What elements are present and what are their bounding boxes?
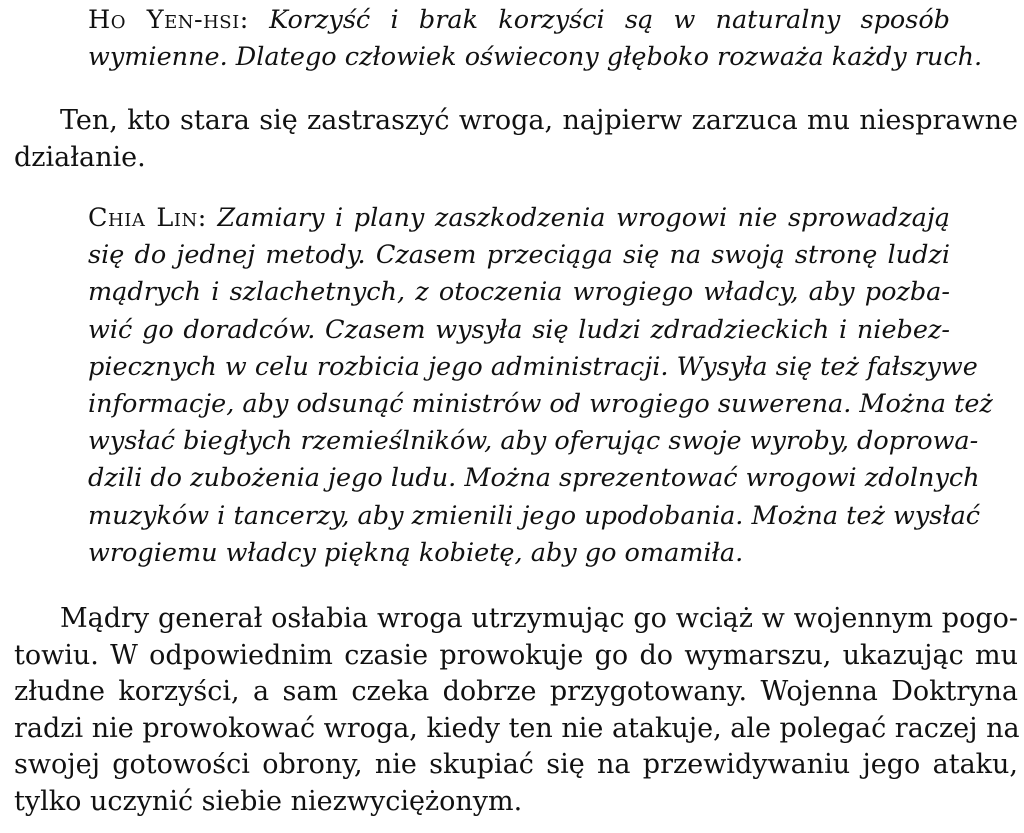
commentary-line: mądrych i szlachetnych, z otoczenia wrogiego władcy, aby pozba- bbox=[88, 277, 950, 308]
paragraph-line: Mądry generał osłabia wroga utrzymując go wciąż w wojennym pogo- bbox=[60, 603, 1018, 634]
commentary-ho-yen-hsi bbox=[88, 2, 983, 76]
paragraph-line: Ten, kto stara się zastraszyć wroga, najpierw zarzuca mu niesprawne bbox=[60, 105, 1018, 136]
paragraph-line: radzi nie prowokować wroga, kiedy ten nie atakuje, ale polegać raczej na bbox=[14, 712, 1020, 744]
commentary-line: piecznych w celu rozbicia jego administracji. Wysyła się też fałszywe bbox=[88, 351, 978, 382]
commentary-line bbox=[88, 2, 950, 39]
commentary-line: się do jednej metody. Czasem przeciąga się na swoją stronę ludzi bbox=[88, 240, 950, 271]
commentary-line: wymienne. Dlatego człowiek oświecony głęboko rozważa każdy ruch. bbox=[88, 42, 983, 73]
paragraph-line: tylko uczynić siebie niezwyciężonym. bbox=[14, 785, 523, 817]
commentary-chia-lin bbox=[88, 200, 993, 572]
paragraph-line: towiu. W odpowiednim czasie prowokuje go do wymarszu, ukazując mu bbox=[14, 639, 1018, 671]
commentary-line: wysłać biegłych rzemieślników, aby oferując swoje wyroby, doprowa- bbox=[88, 426, 979, 457]
commentary-text: Zamiary i plany zaszkodzenia wrogowi nie sprowadzają bbox=[217, 203, 950, 233]
paragraph-line: złudne korzyści, a sam czeka dobrze przygotowany. Wojenna Doktryna bbox=[14, 676, 1018, 708]
paragraph-line: działanie. bbox=[14, 141, 146, 173]
commentary-line: informacje, aby odsunąć ministrów od wrogiego suwerena. Można też bbox=[88, 389, 993, 420]
commentary-line: wić go doradców. Czasem wysyła się ludzi zdradzieckich i niebez- bbox=[88, 314, 950, 345]
body-paragraph-1 bbox=[14, 103, 1018, 176]
commentary-line: dzili do zubożenia jego ludu. Można sprezentować wrogowi zdolnych bbox=[88, 463, 980, 494]
commentary-author: Chia Lin: bbox=[88, 203, 207, 233]
commentary-text: Korzyść i brak korzyści są w naturalny sposób bbox=[269, 5, 951, 35]
paragraph-line: swojej gotowości obrony, nie skupiać się na przewidywaniu jego ataku, bbox=[14, 749, 1018, 781]
commentary-line: muzyków i tancerzy, aby zmienili jego upodobania. Można też wysłać bbox=[88, 500, 981, 531]
commentary-line bbox=[88, 200, 950, 237]
commentary-line: wrogiemu władcy piękną kobietę, aby go omamiła. bbox=[88, 537, 744, 568]
body-paragraph-2 bbox=[14, 601, 1018, 821]
commentary-author: Ho Yen-hsi: bbox=[88, 5, 249, 35]
